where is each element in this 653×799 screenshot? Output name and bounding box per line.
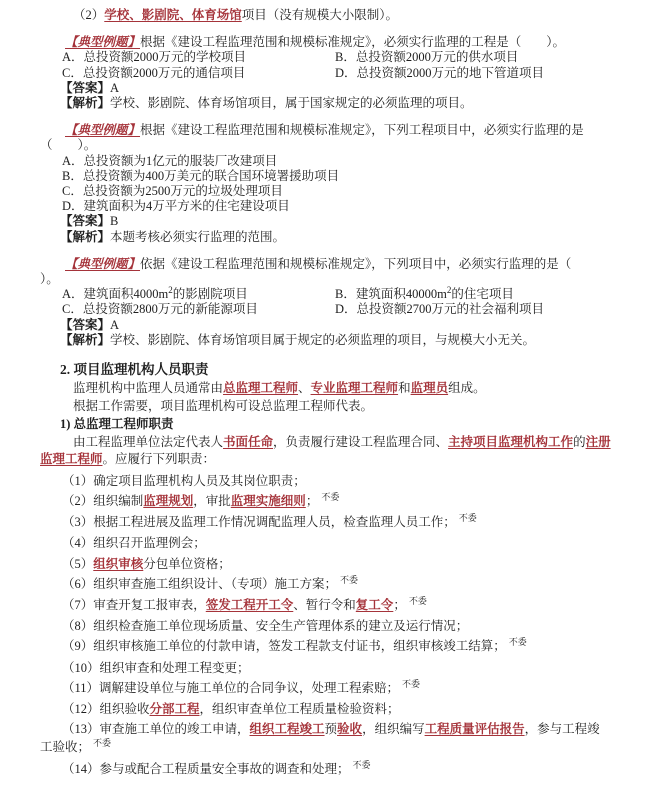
option-cell [62, 50, 335, 65]
list-item-line [40, 491, 627, 510]
options-row [40, 287, 627, 302]
highlight-red-text: 监理规划 [143, 493, 194, 508]
text-run: ，负责履行建设工程监理合同、 [273, 434, 449, 449]
highlight-red-text: 验收 [337, 722, 363, 737]
superscript-note: 不委 [93, 738, 112, 749]
text-run: 的住宅项目 [451, 287, 514, 302]
highlight-red-text: 组织审核 [93, 556, 144, 571]
bold-text-run: 1) 总监理工程师职责 [60, 417, 174, 432]
superscript-note: 不委 [408, 595, 427, 606]
example-header-line [40, 257, 627, 272]
text-run: B．总投资额为400万美元的联合国环境署援助项目 [62, 168, 340, 183]
text-run: 、暂行令和 [293, 597, 356, 612]
list-item-line [40, 595, 627, 614]
text-run: 的影剧院项目 [172, 287, 248, 302]
list-item-line [40, 557, 627, 572]
text-run: （4）组织召开监理例会； [62, 536, 206, 551]
superscript-note: 不委 [340, 574, 359, 585]
text-run: ）。 [40, 272, 59, 287]
text-run: （6）组织审查施工组织设计、（专项）施工方案； [62, 576, 338, 591]
text-run: （1）确定项目监理机构人员及其岗位职责； [62, 473, 306, 488]
text-run: ； [305, 493, 319, 508]
list-item-line [40, 722, 627, 737]
text-run: B．建筑面积40000m [335, 287, 447, 302]
text-run: （5） [62, 556, 94, 571]
bold-text-run: 【解析】 [60, 229, 111, 244]
highlight-red-text: 注册 [585, 434, 611, 449]
text-run: ，参与工程竣 [524, 722, 600, 737]
superscript-note: 不委 [321, 491, 340, 502]
text-run: ，组织编写 [362, 722, 425, 737]
continuation-line [40, 272, 627, 287]
highlight-red-text: 监理实施细则 [230, 493, 306, 508]
section-heading [40, 362, 627, 377]
list-item-line [40, 574, 627, 593]
option-cell [62, 302, 335, 317]
bold-text-run: 【解析】 [60, 96, 111, 111]
list-item-line [40, 759, 627, 778]
paragraph-line [40, 380, 627, 398]
superscript-squared: 2 [446, 285, 452, 296]
superscript-squared: 2 [168, 285, 173, 296]
text-run: 学校、影剧院、体育场馆项目属于规定的必须监理的项目，与规模大小无关。 [110, 332, 536, 347]
bold-text-run: 【解析】 [60, 332, 111, 347]
list-item-line [40, 639, 627, 655]
continuation-line [40, 451, 627, 469]
subsection-heading [40, 416, 627, 434]
text-run: 根据工作需要，项目监理机构可设总监理工程师代表。 [73, 398, 374, 413]
paragraph-line [40, 8, 627, 23]
highlight-red-text: 复工令 [355, 597, 394, 612]
text-run: （11）调解建设单位与施工单位的合同争议，处理工程索赔； [62, 680, 400, 695]
bold-text-run: 【答案】 [60, 317, 111, 332]
text-run: 的 [573, 434, 586, 449]
text-run: ； [393, 597, 406, 612]
highlight-red-text: 【典型例题】 [65, 256, 141, 271]
text-run: D．总投资额2700万元的社会福利项目 [335, 302, 545, 317]
paragraph-line [40, 398, 627, 416]
text-run: A．建筑面积4000m [62, 287, 169, 302]
option-line [40, 169, 627, 184]
text-run: C．总投资额为2500万元的垃圾处理项目 [62, 184, 283, 199]
text-run: D．总投资额2000万元的地下管道项目 [335, 65, 545, 80]
text-run: 根据《建设工程监理范围和规模标准规定》，下列工程项目中，必须实行监理的是 [140, 123, 584, 138]
options-row [40, 66, 627, 81]
text-run: 学校、影剧院、体育场馆项目，属于国家规定的必须监理的项目。 [110, 96, 473, 111]
superscript-note: 不委 [402, 678, 421, 689]
text-run: 由工程监理单位法定代表人 [73, 434, 224, 449]
list-item-line [40, 536, 627, 551]
answer-analysis-line [40, 81, 627, 96]
text-run: A [110, 80, 120, 95]
text-run: C．总投资额2800万元的新能源项目 [62, 302, 258, 317]
option-cell [335, 302, 627, 317]
option-line [40, 199, 627, 214]
text-run: 根据《建设工程监理范围和规模标准规定》，必须实行监理的工程是（ ）。 [140, 35, 566, 50]
text-run: 、 [298, 381, 311, 396]
superscript-note: 不委 [458, 513, 477, 524]
answer-analysis-line [40, 230, 627, 245]
superscript-note: 不委 [508, 637, 527, 648]
text-run: （ ）。 [40, 138, 97, 153]
text-run: 分包单位资格； [143, 556, 231, 571]
answer-analysis-line [40, 214, 627, 229]
answer-analysis-line [40, 96, 627, 111]
options-row [40, 302, 627, 317]
highlight-red-text: 组织工程竣工 [249, 722, 325, 737]
paragraph-line [40, 434, 627, 452]
option-cell [62, 287, 335, 302]
list-item-line [40, 661, 627, 676]
text-run: （9）组织审核施工单位的付款申请，签发工程款支付证书，组织审核竣工结算； [62, 639, 506, 654]
highlight-red-text: 书面任命 [223, 434, 274, 449]
highlight-red-text: 监理员 [410, 381, 449, 396]
option-cell [335, 50, 627, 65]
example-header-line [40, 123, 627, 138]
text-run: A．总投资额为1亿元的服装厂改建项目 [62, 153, 278, 168]
text-run: （7）审查开复工报审表， [62, 597, 206, 612]
highlight-red-text: 主持项目监理机构工作 [448, 434, 574, 449]
highlight-red-text: 分部工程 [149, 702, 200, 716]
list-item-line [40, 702, 627, 717]
text-run: B [110, 214, 119, 229]
text-run: ，审批 [193, 493, 231, 508]
text-run: 和 [398, 381, 411, 396]
bold-text-run: 2. 项目监理机构人员职责 [60, 362, 209, 378]
option-cell [335, 287, 627, 302]
list-item-line [40, 740, 627, 756]
text-run: 预 [324, 722, 338, 737]
text-run: （14）参与或配合工程质量安全事故的调查和处理； [62, 761, 350, 776]
highlight-red-text: 工程质量评估报告 [424, 722, 525, 737]
highlight-red-text: 专业监理工程师 [310, 381, 399, 396]
highlight-red-text: 学校、影剧院、体育场馆 [104, 8, 242, 22]
highlight-red-text: 【典型例题】 [65, 123, 141, 138]
text-run: D．建筑面积为4万平方米的住宅建设项目 [62, 199, 290, 214]
text-run: （12）组织验收 [62, 702, 150, 716]
option-line [40, 184, 627, 199]
list-item-line [40, 515, 627, 531]
text-run: （8）组织检查施工单位现场质量、安全生产管理体系的建立及运行情况； [62, 619, 469, 634]
options-row [40, 50, 627, 65]
text-run: 监理机构中监理人员通常由 [73, 381, 224, 396]
list-item-line [40, 619, 627, 634]
text-run: 。应履行下列职责： [102, 452, 216, 467]
answer-analysis-line [40, 333, 627, 348]
text-run: 组成。 [448, 381, 486, 396]
option-cell [335, 66, 627, 81]
text-run: B．总投资额2000万元的供水项目 [335, 50, 519, 65]
text-run: （2） [73, 8, 105, 22]
list-item-line [40, 474, 627, 489]
highlight-red-text: 总监理工程师 [223, 381, 299, 396]
text-run: 项目（没有规模大小限制）。 [241, 8, 399, 22]
highlight-red-text: 监理工程师 [40, 452, 103, 467]
bold-text-run: 【答案】 [60, 80, 111, 95]
text-run: C．总投资额2000万元的通信项目 [62, 65, 246, 80]
text-run: 本题考核必须实行监理的范围。 [110, 229, 286, 244]
text-run: （10）组织审查和处理工程变更； [62, 660, 250, 675]
text-run: A．总投资额2000万元的学校项目 [62, 50, 247, 65]
option-cell [62, 66, 335, 81]
option-line [40, 154, 627, 169]
highlight-red-text: 【典型例题】 [65, 35, 141, 50]
text-run: 依据《建设工程监理范围和规模标准规定》，下列项目中，必须实行监理的是（ [140, 256, 572, 271]
text-run: （3）根据工程进展及监理工作情况调配监理人员，检查监理人员工作； [62, 515, 456, 530]
example-header-line [40, 35, 627, 50]
continuation-line [40, 138, 627, 153]
text-run: 工验收； [40, 740, 91, 755]
highlight-red-text: 签发工程开工令 [205, 597, 294, 612]
text-run: A [110, 317, 120, 332]
list-item-line [40, 678, 627, 697]
text-run: （2）组织编制 [62, 493, 144, 508]
superscript-note: 不委 [352, 759, 371, 770]
text-run: ，组织审查单位工程质量检验资料； [199, 702, 400, 716]
answer-analysis-line [40, 318, 627, 333]
text-run: （13）审查施工单位的竣工申请， [62, 722, 250, 737]
bold-text-run: 【答案】 [60, 214, 111, 229]
